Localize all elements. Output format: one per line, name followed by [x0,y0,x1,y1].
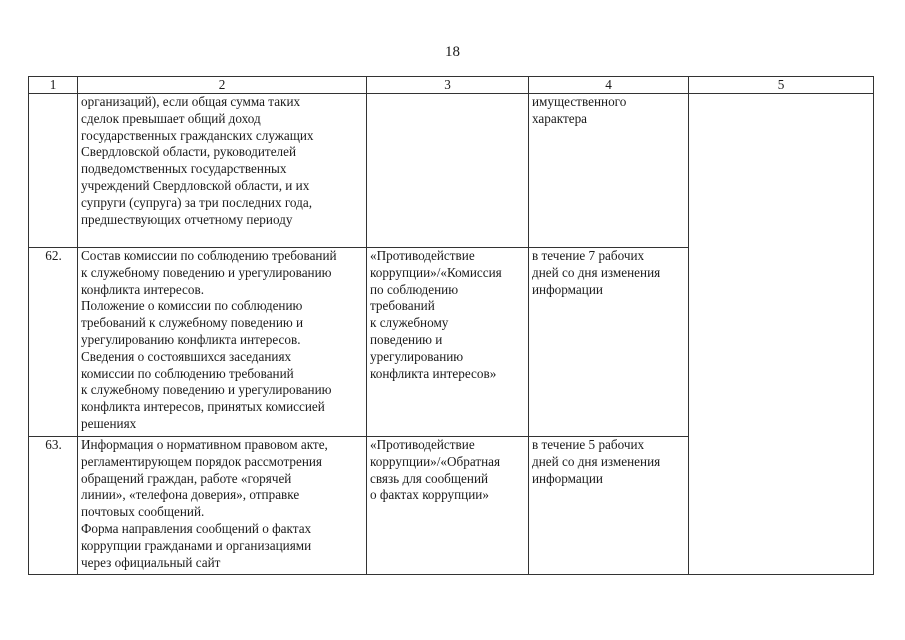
header-row [29,77,874,94]
text-line: требований [370,298,435,314]
text-line: Свердловской области, руководителей [81,144,297,160]
section-cell [367,248,529,437]
text-line: урегулированию [370,348,464,364]
text-line: конфликта интересов, принятых комиссией [81,399,325,415]
deadline-cell [529,437,689,575]
text-line: в течение 7 рабочих [532,248,645,263]
text-line: Форма направления сообщений о фактах [81,520,312,536]
text-line: через официальный сайт [81,554,221,570]
section-cell [367,437,529,575]
text-line: регламентирующем порядок рассмотрения [81,453,322,469]
text-line: организаций), если общая сумма таких [81,94,301,109]
column-header-2: 2 [78,77,367,94]
text-line: «Противодействие [370,248,475,263]
text-line: обращений граждан, работе «горячей [81,470,292,486]
text-line: в течение 5 рабочих [532,437,645,452]
text-line: связь для сообщений [370,470,489,486]
text-line: имущественного [532,94,627,109]
text-line: Информация о нормативном правовом акте, [81,437,328,452]
text-line: Положение о комиссии по соблюдению [81,298,303,314]
text-line: конфликта интересов. [81,281,205,297]
column-header-5: 5 [689,77,874,94]
page-number: 18 [445,44,460,60]
row-number-cell: 63. [29,437,78,575]
text-line: подведомственных государственных [81,161,287,177]
row-number-cell: 62. [29,248,78,437]
text-line: Состав комиссии по соблюдению требований [81,248,337,263]
content-cell [78,437,367,575]
text-line: информации [532,470,603,486]
text-line: почтовых сообщений. [81,504,205,520]
text-line: решениях [81,415,137,431]
text-line: дней со дня изменения [532,264,661,280]
text-line: комиссии по соблюдению требований [81,365,294,381]
text-line: урегулированию конфликта интересов. [81,331,301,347]
text-line: коррупции гражданами и организациями [81,537,312,553]
text-line: к служебному поведению и урегулированию [81,382,332,398]
column-header-1: 1 [29,77,78,94]
text-line: предшествующих отчетному периоду [81,211,293,227]
text-line: требований к служебному поведению и [81,315,304,331]
text-line: характера [532,110,588,126]
deadline-cell [529,94,689,248]
text-line: линии», «телефона доверия», отправке [81,487,300,503]
responsible-cell [689,94,874,575]
content-cell [78,248,367,437]
column-header-3: 3 [367,77,529,94]
text-line: Сведения о состоявшихся заседаниях [81,348,292,364]
text-line: коррупции»/«Комиссия [370,264,502,280]
text-line: коррупции»/«Обратная [370,453,501,469]
row-number-cell [29,94,78,248]
text-line: поведению и [370,331,443,347]
text-line: о фактах коррупции» [370,487,489,503]
text-line: дней со дня изменения [532,453,661,469]
text-line: сделок превышает общий доход [81,110,261,126]
text-line: информации [532,281,603,297]
text-line: супруги (супруга) за три последних года, [81,194,312,210]
content-cell [78,94,367,248]
text-line: к служебному [370,315,449,331]
text-line: к служебному поведению и урегулированию [81,264,332,280]
text-line: государственных гражданских служащих [81,127,314,143]
text-line: «Противодействие [370,437,475,452]
column-header-4: 4 [529,77,689,94]
deadline-cell [529,248,689,437]
text-line: конфликта интересов» [370,365,497,381]
text-line: по соблюдению [370,281,459,297]
text-line: учреждений Свердловской области, и их [81,177,310,193]
table-row [29,94,874,248]
section-cell [367,94,529,248]
document-table [28,76,874,575]
